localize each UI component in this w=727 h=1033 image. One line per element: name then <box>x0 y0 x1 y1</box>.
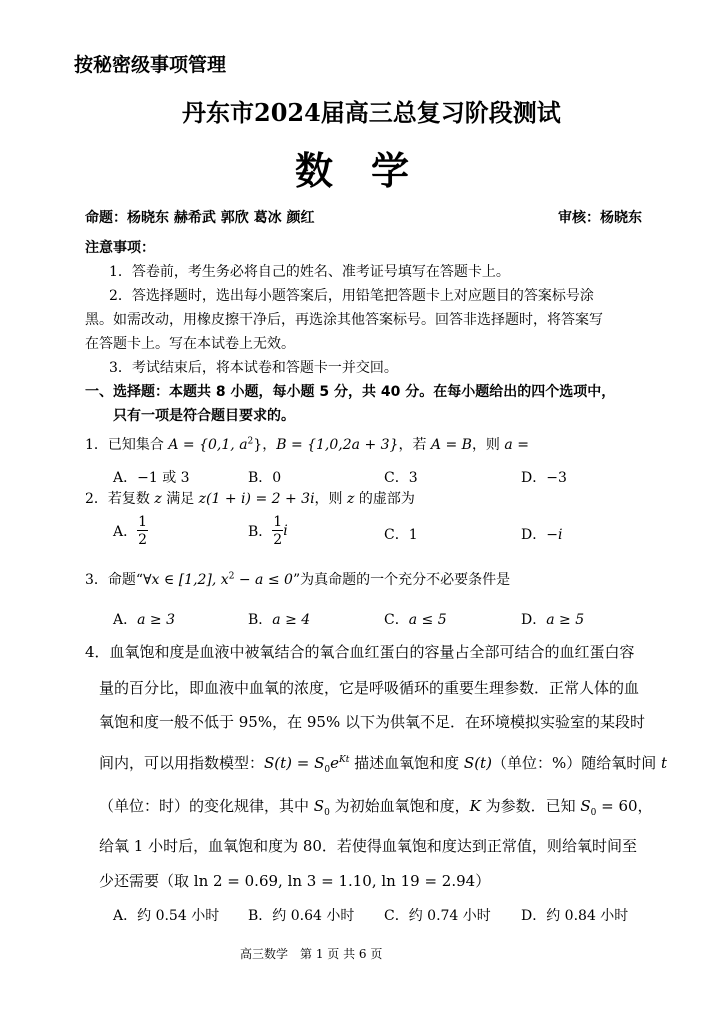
q1-sup: 2 <box>247 436 254 447</box>
q1-option-d <box>521 467 567 487</box>
q4-sup: Kt <box>339 755 350 765</box>
q4-line-4 <box>99 752 667 775</box>
q1-text: 已知集合 <box>107 437 169 453</box>
q4-model: S(t) = S <box>264 754 325 772</box>
q4-line-5 <box>99 795 653 818</box>
q3-text-2: ”为真命题的一个充分不必要条件是 <box>292 572 511 588</box>
section-heading: 一、选择题：本题共 8 小题，每小题 5 分，共 40 分。在每小题给出的四个选项中， <box>85 384 616 400</box>
q1-set-a-end: } <box>253 437 263 453</box>
option-text: 0 <box>272 470 282 486</box>
authors-line: 命题：杨晓东 赫希武 郭欣 葛冰 颜红 <box>85 210 315 226</box>
q1-condition: A = B <box>430 437 472 453</box>
q4-t: t <box>660 754 667 772</box>
option-label: C． <box>384 527 409 543</box>
q4-option-c <box>384 905 491 925</box>
option-text: a ≥ 5 <box>546 612 585 628</box>
option-label: A． <box>113 524 138 540</box>
q4-option-b <box>248 905 354 925</box>
q3-expr: ∀x ∈ [1,2], x <box>143 572 229 588</box>
option-label: B． <box>248 908 273 924</box>
option-text: a ≥ 3 <box>137 612 176 628</box>
option-text: 3 <box>408 470 418 486</box>
option-label: A． <box>113 908 138 924</box>
option-label: C． <box>384 470 409 486</box>
q4-line-6: 给氧 1 小时后，血氧饱和度为 80．若使得血氧饱和度达到正常值，则给氧时间至 <box>99 837 637 855</box>
q4-text: 血氧饱和度是血液中被氧结合的氧合血红蛋白的容量占全部可结合的血红蛋白容 <box>109 643 635 661</box>
q4-option-a <box>113 905 219 925</box>
q4-line-1 <box>85 641 635 662</box>
q4-sub: 0 <box>324 808 330 818</box>
q4-line-7: 少还需要（取 ln 2 = 0.69, ln 3 = 1.10, ln 19 = 2.94） <box>99 872 491 890</box>
question-1 <box>85 434 529 454</box>
q4-st: S(t) <box>463 754 492 772</box>
option-label: D． <box>521 470 547 486</box>
option-label: D． <box>521 908 547 924</box>
fraction-numerator: 1 <box>273 514 283 530</box>
q1-option-a <box>113 467 190 487</box>
section-heading-2: 只有一项是符合题目要求的。 <box>113 408 295 424</box>
option-label: D． <box>521 527 547 543</box>
option-text: a ≤ 5 <box>408 612 447 628</box>
subject-title: 数 学 <box>295 148 410 193</box>
option-text: 约 0.74 小时 <box>408 908 491 924</box>
q2-text-3: ，则 <box>314 491 347 507</box>
q1-ask: a = <box>504 437 529 453</box>
q1-option-c <box>384 467 418 487</box>
q3-sup: 2 <box>228 571 235 582</box>
option-label: B． <box>248 612 273 628</box>
q4-text: 为初始血氧饱和度， <box>329 797 470 815</box>
question-2 <box>85 488 415 508</box>
option-text: −1 或 3 <box>137 470 190 486</box>
note-3: 3．考试结束后，将本试卷和答题卡一并交回。 <box>109 360 398 376</box>
exam-title: 丹东市2024届高三总复习阶段测试 <box>182 98 561 127</box>
q4-k: K <box>469 797 481 815</box>
fraction-denominator: 2 <box>273 532 283 548</box>
option-label: A． <box>113 470 138 486</box>
q2-text-4: 的虚部为 <box>354 491 415 507</box>
note-2c: 在答题卡上。写在本试卷上无效。 <box>85 336 295 352</box>
q3-text: 命题“ <box>107 572 144 588</box>
option-label: B． <box>248 524 273 540</box>
q1-set-b: B = {1,0,2a + 3} <box>276 437 399 453</box>
q4-e: e <box>330 754 340 772</box>
q3-option-a <box>113 609 175 629</box>
q2-z: z <box>154 491 162 507</box>
option-text: 约 0.54 小时 <box>137 908 220 924</box>
q4-text: （单位：%）随给氧时间 <box>491 754 661 772</box>
q4-line-3: 氧饱和度一般不低于 95%，在 95% 以下为供氧不足．在环境模拟实验室的某段时 <box>99 713 645 731</box>
q1-number: 1． <box>85 437 108 453</box>
option-text: a ≥ 4 <box>272 612 311 628</box>
q3-option-b <box>248 609 310 629</box>
q4-option-d <box>521 905 628 925</box>
notes-heading: 注意事项： <box>85 240 155 256</box>
q1-sep: ， <box>262 437 277 453</box>
q3-expr-2: − a ≤ 0 <box>234 572 293 588</box>
q4-sub: 0 <box>590 808 597 818</box>
note-2b: 黑。如需改动，用橡皮擦干净后，再选涂其他答案标号。回答非选择题时，将答案写 <box>85 312 603 328</box>
option-text: −3 <box>546 470 567 486</box>
q4-line-2: 量的百分比，即血液中血氧的浓度，它是呼吸循环的重要生理参数．正常人体的血 <box>99 679 640 697</box>
page-footer: 高三数学 第 1 页 共 6 页 <box>240 947 383 961</box>
q2-option-c <box>384 524 418 544</box>
q1-text-2: ，若 <box>398 437 431 453</box>
q4-text: 间内，可以用指数模型： <box>99 754 265 772</box>
fraction-numerator: 1 <box>138 514 148 530</box>
q2-z2: z <box>347 491 355 507</box>
fraction <box>272 515 283 547</box>
question-3 <box>85 569 510 589</box>
confidentiality-label: 按秘密级事项管理 <box>74 54 227 76</box>
q2-equation: z(1 + i) = 2 + 3i <box>198 491 315 507</box>
q4-number: 4． <box>85 643 110 661</box>
option-text: 约 0.84 小时 <box>546 908 629 924</box>
q3-number: 3． <box>85 572 108 588</box>
q2-option-a <box>113 515 148 547</box>
q3-option-d <box>521 609 584 629</box>
q2-text-2: 满足 <box>161 491 199 507</box>
reviewer-line: 审核：杨晓东 <box>558 210 642 226</box>
option-label: C． <box>384 612 409 628</box>
fraction <box>137 515 148 547</box>
option-label: A． <box>113 612 138 628</box>
option-text: 约 0.64 小时 <box>272 908 355 924</box>
option-label: B． <box>248 470 273 486</box>
q4-s0: S <box>313 797 325 815</box>
q1-set-a: A = {0,1, a <box>168 437 248 453</box>
q3-option-c <box>384 609 447 629</box>
option-text: 1 <box>408 527 418 543</box>
imaginary-unit: i <box>283 523 288 539</box>
q4-sub: 0 <box>324 765 331 775</box>
q2-option-b <box>248 515 288 547</box>
q4-text: （单位：时）的变化规律，其中 <box>99 797 314 815</box>
option-label: C． <box>384 908 409 924</box>
q4-text: 描述血氧饱和度 <box>349 754 464 772</box>
note-1: 1．答卷前，考生务必将自己的姓名、准考证号填写在答题卡上。 <box>109 264 510 280</box>
option-text: −i <box>546 527 563 543</box>
q1-option-b <box>248 467 281 487</box>
q4-text: 为参数．已知 <box>480 797 581 815</box>
option-label: D． <box>521 612 547 628</box>
q2-text: 若复数 <box>107 491 155 507</box>
q4-s0b: S <box>580 797 591 815</box>
q2-number: 2． <box>85 491 108 507</box>
q4-text: = 60， <box>596 797 653 815</box>
q2-option-d <box>521 524 562 544</box>
q1-text-3: ，则 <box>471 437 505 453</box>
fraction-denominator: 2 <box>138 532 148 548</box>
note-2a: 2．答选择题时，选出每小题答案后，用铅笔把答题卡上对应题目的答案标号涂 <box>109 288 594 304</box>
